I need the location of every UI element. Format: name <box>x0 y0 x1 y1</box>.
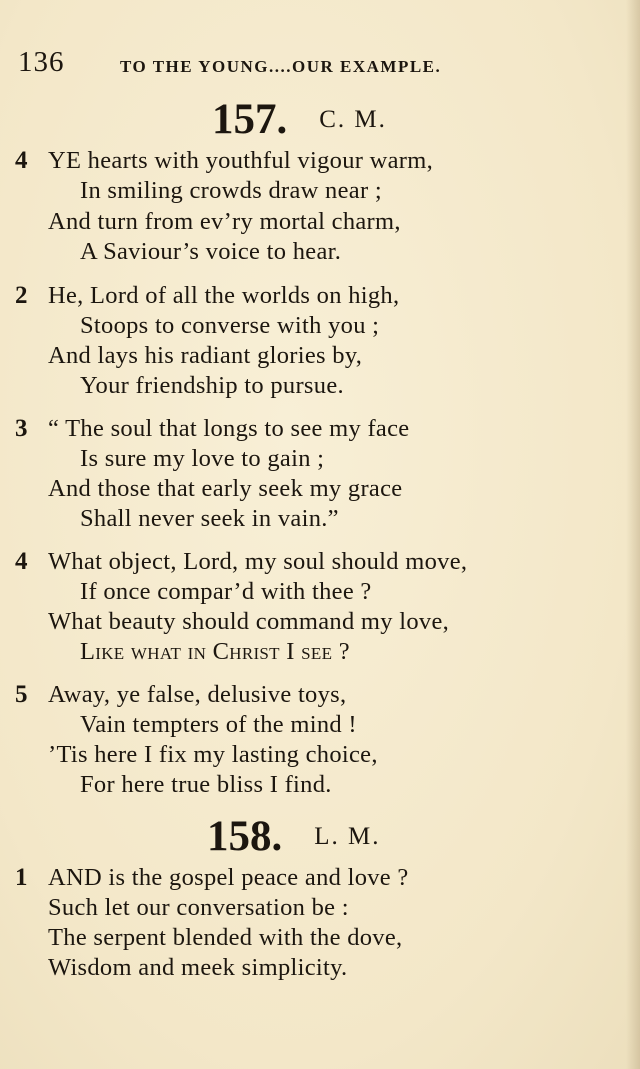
verse-line: For here true bliss I find. <box>80 771 332 798</box>
page-number: 136 <box>18 46 65 78</box>
stanza-number: 2 <box>15 282 28 309</box>
hymn-number: 157. <box>212 96 288 143</box>
verse-line: ’Tis here I fix my lasting choice, <box>48 741 378 768</box>
verse-line: A Saviour’s voice to hear. <box>80 238 342 265</box>
stanza-number: 3 <box>15 415 28 442</box>
verse-line: Wisdom and meek simplicity. <box>48 954 348 981</box>
verse-line: What object, Lord, my soul should move, <box>48 548 468 575</box>
hymn-158-heading <box>207 812 640 861</box>
verse-line: “ The soul that longs to see my face <box>48 415 410 442</box>
verse-line: If once compar’d with thee ? <box>80 578 372 605</box>
verse-line: AND is the gospel peace and love ? <box>48 864 409 891</box>
stanza-number: 4 <box>15 548 28 575</box>
stanza-number: 4 <box>15 147 28 174</box>
verse-line: And those that early seek my grace <box>48 475 403 502</box>
verse-line: Is sure my love to gain ; <box>80 445 325 472</box>
verse-line: He, Lord of all the worlds on high, <box>48 282 400 309</box>
verse-line: And turn from ev’ry mortal charm, <box>48 208 401 235</box>
page-header <box>18 46 618 80</box>
verse-line: What beauty should command my love, <box>48 608 450 635</box>
verse-line: YE hearts with youthful vigour warm, <box>48 147 434 174</box>
stanza-number: 5 <box>15 681 28 708</box>
hymn-157-heading <box>212 95 640 144</box>
verse-line: Away, ye false, delusive toys, <box>48 681 347 708</box>
verse-line: Like what in Christ I see ? <box>80 638 350 665</box>
verse-line: And lays his radiant glories by, <box>48 342 363 369</box>
verse-line: Vain tempters of the mind ! <box>80 711 357 738</box>
verse-line: Your friendship to pursue. <box>80 372 344 399</box>
verse-line: Such let our conversation be : <box>48 894 349 921</box>
verse-line: Shall never seek in vain.” <box>80 505 339 532</box>
hymn-number: 158. <box>207 813 283 860</box>
stanza-number: 1 <box>15 864 28 891</box>
hymn-meter: C. M. <box>319 106 387 133</box>
running-title: TO THE YOUNG....OUR EXAMPLE. <box>120 57 442 76</box>
hymn-meter: L. M. <box>314 823 381 850</box>
verse-line: The serpent blended with the dove, <box>48 924 403 951</box>
verse-line: In smiling crowds draw near ; <box>80 177 382 204</box>
verse-line: Stoops to converse with you ; <box>80 312 380 339</box>
page-edge-shadow <box>626 0 640 1069</box>
